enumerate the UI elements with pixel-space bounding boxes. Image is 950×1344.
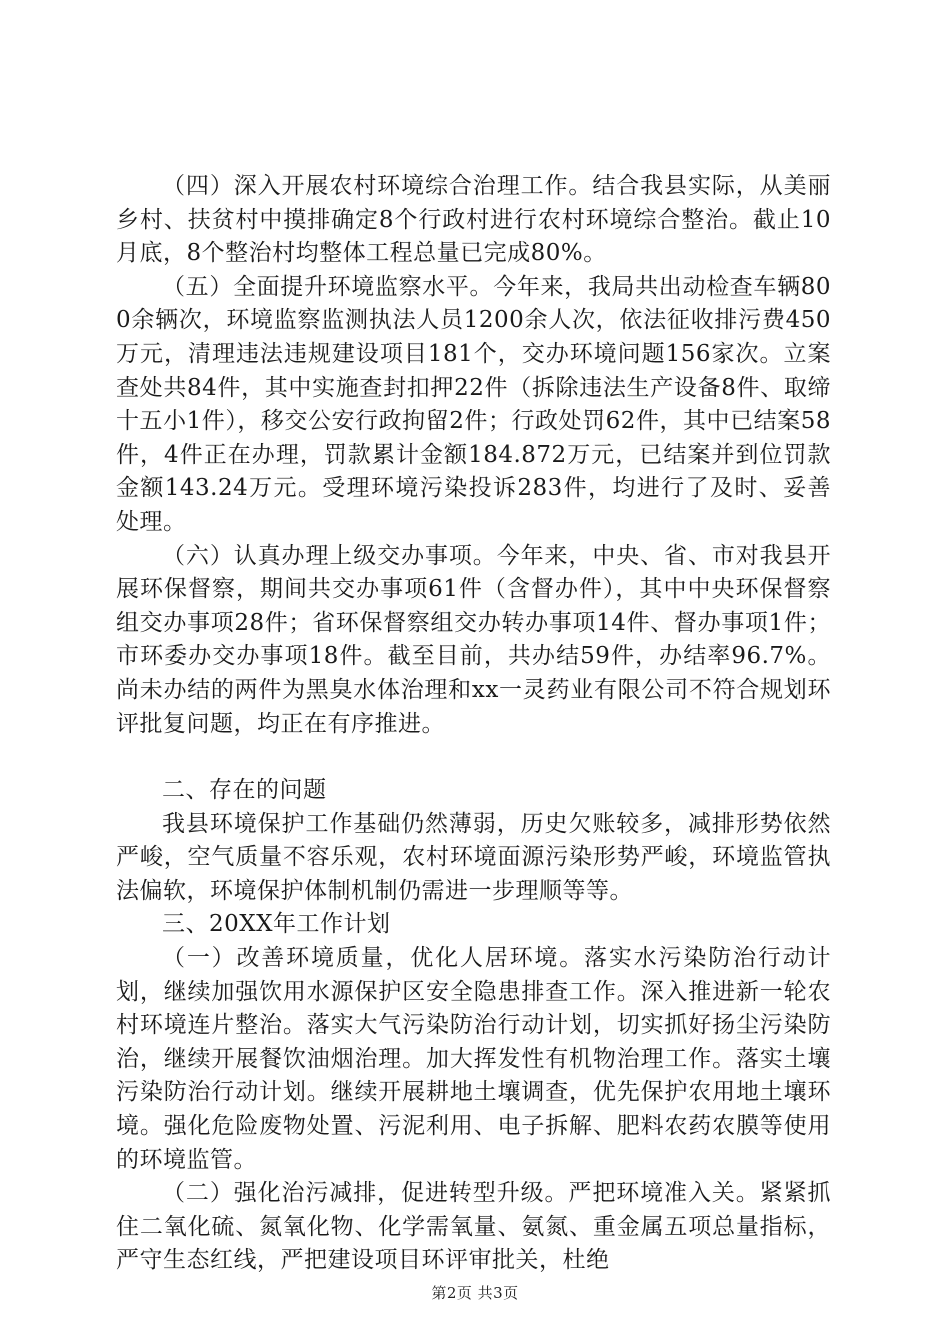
paragraph-problems: 我县环境保护工作基础仍然薄弱，历史欠账较多，减排形势依然严峻，空气质量不容乐观，农村环境面源污染形势严峻，环境监管执法偏软，环境保护体制机制仍需进一步理顺等等。 xyxy=(116,810,831,904)
document-body xyxy=(116,170,831,1278)
paragraph-spacer xyxy=(116,741,831,774)
paragraph-emission-reduction: （二）强化治污减排，促进转型升级。严把环境准入关。紧紧抓住二氧化硫、氮氧化物、化学需氧量、氨氮、重金属五项总量指标，严守生态红线，严把建设项目环评审批关，杜绝 xyxy=(116,1180,831,1274)
section-heading-work-plan: 三、20XX年工作计划 xyxy=(162,911,391,938)
paragraph-assigned-matters: （六）认真办理上级交办事项。今年来，中央、省、市对我县开展环保督察，期间共交办事项61件（含督办件），其中中央环保督察组交办事项28件；省环保督察组交办转办事项14件、督办事项1件；市环委办交办事项18件。截至目前，共办结59件，办结率96.7%。尚未办结的两件为黑臭水体治理和xx一灵药业有限公司不符合规划环评批复问题，均正在有序推进。 xyxy=(116,542,831,737)
paragraph-rural-environment: （四）深入开展农村环境综合治理工作。结合我县实际，从美丽乡村、扶贫村中摸排确定8个行政村进行农村环境综合整治。截止10月底，8个整治村均整体工程总量已完成80%。 xyxy=(116,173,831,267)
page-footer: 第2页 共3页 xyxy=(431,1284,519,1302)
paragraph-environmental-supervision: （五）全面提升环境监察水平。今年来，我局共出动检查车辆800余辆次，环境监察监测执法人员1200余人次，依法征收排污费450万元，清理违法违规建设项目181个，交办环境问题156家次。立案查处共84件，其中实施查封扣押22件（拆除违法生产设备8件、取缔十五小1件），移交公安行政拘留2件；行政处罚62件，其中已结案58件，4件正在办理，罚款累计金额184.872万元，已结案并到位罚款金额143.24万元。受理环境污染投诉283件，均进行了及时、妥善处理。 xyxy=(116,273,831,535)
paragraph-improve-environment: （一）改善环境质量，优化人居环境。落实水污染防治行动计划，继续加强饮用水源保护区安全隐患排查工作。深入推进新一轮农村环境连片整治。落实大气污染防治行动计划，切实抓好扬尘污染防治，继续开展餐饮油烟治理。加大挥发性有机物治理工作。落实土壤污染防治行动计划。继续开展耕地土壤调查，优先保护农用地土壤环境。强化危险废物处置、污泥利用、电子拆解、肥料农药农膜等使用的环境监管。 xyxy=(116,945,831,1173)
section-heading-problems: 二、存在的问题 xyxy=(162,777,327,804)
